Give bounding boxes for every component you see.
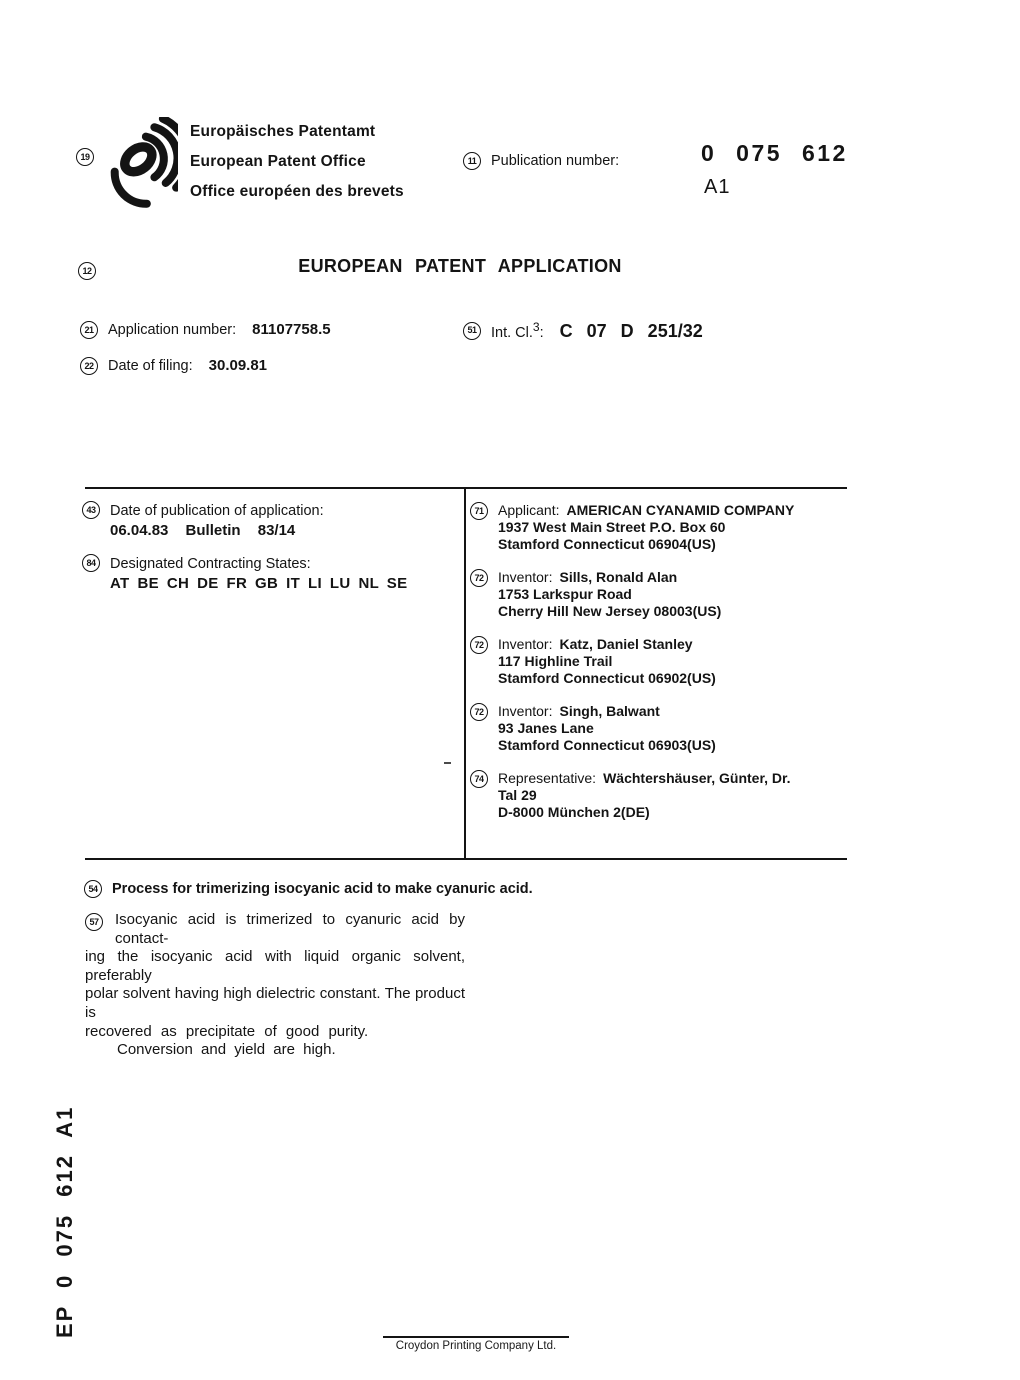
inventor-address-2: Stamford Connecticut 06902(US) xyxy=(498,670,716,686)
representative-entry xyxy=(470,770,850,821)
application-number-label: Application number: xyxy=(108,322,237,338)
contracting-states-label: Designated Contracting States: xyxy=(110,556,311,572)
abstract-line: Conversion and yield are high. xyxy=(117,1041,336,1059)
printer-credit: Croydon Printing Company Ltd. xyxy=(395,1340,557,1352)
inventor-entry-3 xyxy=(470,703,850,754)
document-title: EUROPEAN PATENT APPLICATION xyxy=(298,256,622,276)
bibliography-bottom-rule xyxy=(85,858,847,860)
field-code-12: 12 xyxy=(78,262,96,280)
field-code-57: 57 xyxy=(85,913,103,931)
field-code-54: 54 xyxy=(84,880,102,898)
publication-number-label: Publication number: xyxy=(491,153,620,169)
publication-date-entry xyxy=(82,501,447,541)
int-cl-value: C 07 D 251/32 xyxy=(559,320,703,341)
abstract-paragraph xyxy=(85,911,465,1060)
field-code-22: 22 xyxy=(80,357,98,375)
publication-number-value: 0 075 612 xyxy=(701,140,848,166)
inventor-address-2: Stamford Connecticut 06903(US) xyxy=(498,737,716,753)
publication-date-value: 06.04.83 Bulletin 83/14 xyxy=(110,522,296,539)
patent-office-names xyxy=(190,117,404,207)
inventor-label: Inventor: xyxy=(498,636,553,652)
field-code-71: 71 xyxy=(470,502,488,520)
applicant-address-1: 1937 West Main Street P.O. Box 60 xyxy=(498,519,726,535)
representative-address-1: Tal 29 xyxy=(498,787,537,803)
invention-title: Process for trimerizing isocyanic acid to make cyanuric acid. xyxy=(112,881,533,897)
inventor-address-2: Cherry Hill New Jersey 08003(US) xyxy=(498,603,722,619)
representative-name: Wächtershäuser, Günter, Dr. xyxy=(603,770,791,786)
publication-date-label: Date of publication of application: xyxy=(110,503,324,519)
date-of-filing-value: 30.09.81 xyxy=(208,357,268,374)
applicant-name: AMERICAN CYANAMID COMPANY xyxy=(566,502,795,518)
edge-publication-code: EP 0 075 612 A1 xyxy=(52,1105,77,1338)
office-name-en: European Patent Office xyxy=(190,153,366,170)
footer-rule xyxy=(383,1336,569,1338)
representative-label: Representative: xyxy=(498,770,597,786)
inventor-entry-2 xyxy=(470,636,850,687)
office-name-fr: Office européen des brevets xyxy=(190,183,404,200)
inventor-entry-1 xyxy=(470,569,850,620)
abstract-line: recovered as precipitate of good purity. xyxy=(85,1022,369,1040)
abstract-line: ing the isocyanic acid with liquid organic solvent, preferably xyxy=(85,948,465,984)
field-code-43: 43 xyxy=(82,501,100,519)
field-code-84: 84 xyxy=(82,554,100,572)
invention-title-row xyxy=(84,880,533,898)
field-code-74: 74 xyxy=(470,770,488,788)
date-of-filing-row xyxy=(80,357,267,375)
epo-logo-icon xyxy=(110,117,178,218)
applicant-label: Applicant: xyxy=(498,502,560,518)
application-number-row xyxy=(80,321,331,339)
office-name-de: Europäisches Patentamt xyxy=(190,123,376,140)
field-code-19: 19 xyxy=(76,148,94,166)
field-code-21: 21 xyxy=(80,321,98,339)
representative-address-2: D-8000 München 2(DE) xyxy=(498,804,650,820)
bibliography-left-column xyxy=(82,501,447,607)
inventor-name: Singh, Balwant xyxy=(559,703,660,719)
bibliography-right-column xyxy=(470,502,850,837)
int-cl-superscript: 3 xyxy=(532,320,540,334)
int-classification-row xyxy=(463,320,703,342)
inventor-name: Sills, Ronald Alan xyxy=(559,569,678,585)
field-code-51: 51 xyxy=(463,322,481,340)
inventor-label: Inventor: xyxy=(498,569,553,585)
field-code-72: 72 xyxy=(470,636,488,654)
abstract-line: polar solvent having high dielectric constant. The product is xyxy=(85,985,465,1021)
field-code-11: 11 xyxy=(463,152,481,170)
field-code-72: 72 xyxy=(470,569,488,587)
abstract-line: Isocyanic acid is trimerized to cyanuric acid by contact- xyxy=(115,911,465,947)
field-code-72: 72 xyxy=(470,703,488,721)
bibliography-divider-rule xyxy=(464,487,466,858)
kind-code: A1 xyxy=(704,176,731,198)
inventor-label: Inventor: xyxy=(498,703,553,719)
contracting-states-value: AT BE CH DE FR GB IT LI LU NL SE xyxy=(110,575,408,592)
scan-artifact-dash xyxy=(444,762,451,764)
int-cl-label: Int. Cl.$^3$: xyxy=(491,320,544,341)
bibliography-top-rule xyxy=(85,487,847,489)
inventor-address-1: 93 Janes Lane xyxy=(498,720,594,736)
applicant-entry xyxy=(470,502,850,553)
date-of-filing-label: Date of filing: xyxy=(108,358,193,374)
applicant-address-2: Stamford Connecticut 06904(US) xyxy=(498,536,716,552)
inventor-address-1: 117 Highline Trail xyxy=(498,653,613,669)
publication-number-row xyxy=(463,152,619,170)
application-number-value: 81107758.5 xyxy=(252,321,331,338)
inventor-name: Katz, Daniel Stanley xyxy=(559,636,693,652)
contracting-states-entry xyxy=(82,554,447,594)
inventor-address-1: 1753 Larkspur Road xyxy=(498,586,632,602)
